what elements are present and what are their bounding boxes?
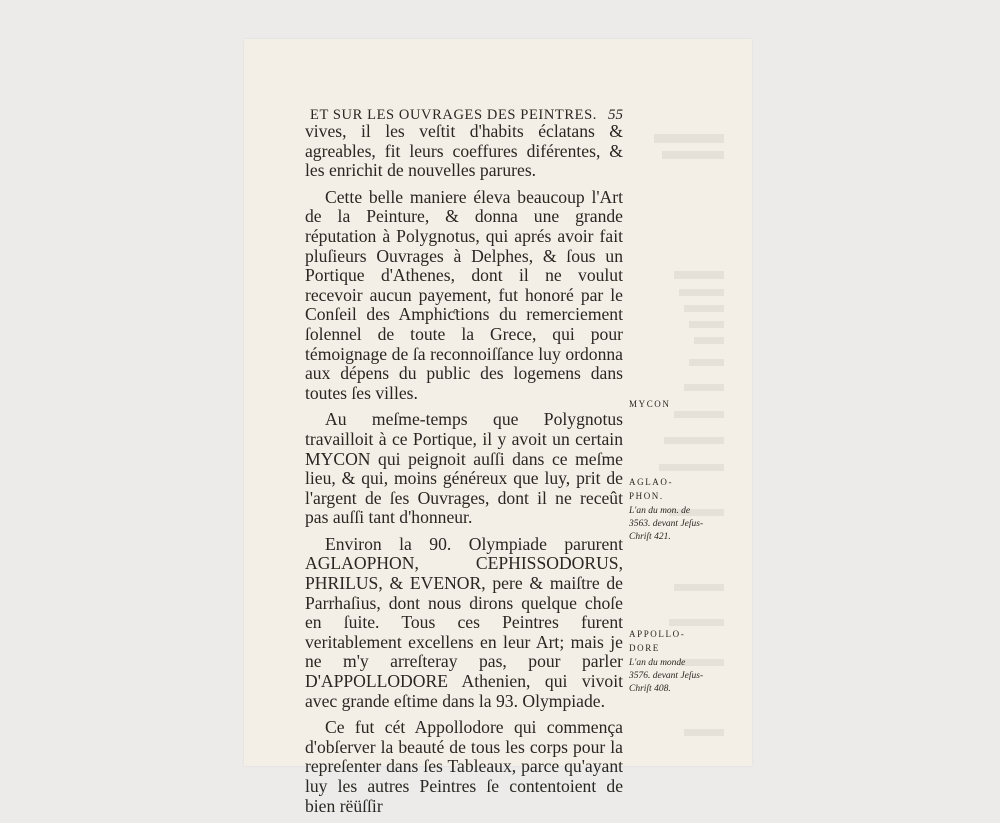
- marginal-note-appollodore: [629, 627, 707, 696]
- page-body: [305, 122, 623, 823]
- paragraph-5: Ce fut cét Appollodore qui commença d'obſerver la beauté de tous les corps pour la repreſenter dans ſes Tableaux, parce qu'ayant luy les autres Peintres ſe contentoient de bien rëüſſir: [305, 717, 623, 816]
- marginal-date: L'an du monde 3576. devant Jeſus-Chriſt 408.: [629, 658, 704, 694]
- page-number: 55: [608, 107, 623, 123]
- marginal-name: AGLAO-PHON.: [629, 477, 674, 501]
- marginal-name: APPOLLO-DORE: [629, 629, 686, 653]
- running-header: ET SUR LES OUVRAGES DES PEINTRES.: [310, 107, 598, 123]
- marginal-note-aglaophon: [629, 475, 707, 544]
- paragraph-3: Au meſme-temps que Polygnotus travailloit à ce Portique, il y avoit un certain MYCON qui peignoit auſſi dans ce meſme lieu, & qui, moins généreux que luy, prit de l'argent de ſes Ouvrages, dont il ne receût pas auſſi tant d'honneur.: [305, 409, 623, 528]
- paragraph-1: vives, il les veſtit d'habits éclatans & agreables, fit leurs coeffures diférentes, & les enrichit de nouvelles parures.: [305, 121, 623, 181]
- paragraph-4: Environ la 90. Olympiade parurent AGLAOPHON, CEPHISSODORUS, PHRILUS, & EVENOR, pere & maiſtre de Parrhaſius, dont nous dirons quelque choſe en ſuite. Tous ces Peintres furent veritablement excellens en leur Art; mais je ne m'y arreſteray pas, pour parler D'APPOLLODORE Athenien, qui vivoit avec grande eſtime dans la 93. Olympiade.: [305, 533, 623, 711]
- marginal-note-mycon: [629, 397, 707, 411]
- marginal-name: MYCON: [629, 399, 671, 409]
- marginal-date: L'an du mon. de 3563. devant Jeſus-Chriſt 421.: [629, 506, 704, 542]
- book-page: [244, 39, 752, 816]
- paragraph-2: Cette belle maniere éleva beaucoup l'Art de la Peinture, & donna une grande réputation à Polygnotus, qui aprés avoir fait pluſieurs Ouvrages à Delphes, & ſous un Portique d'Athenes, dont il ne voulut recevoir aucun payement, fut honoré par le Conſeil des Amphiƈtions du remerciement ſolennel de toute la Grece, qui pour témoignage de ſa reconnoiſſance luy ordonna aux dépens du public des logemens dans toutes ſes villes.: [305, 186, 623, 403]
